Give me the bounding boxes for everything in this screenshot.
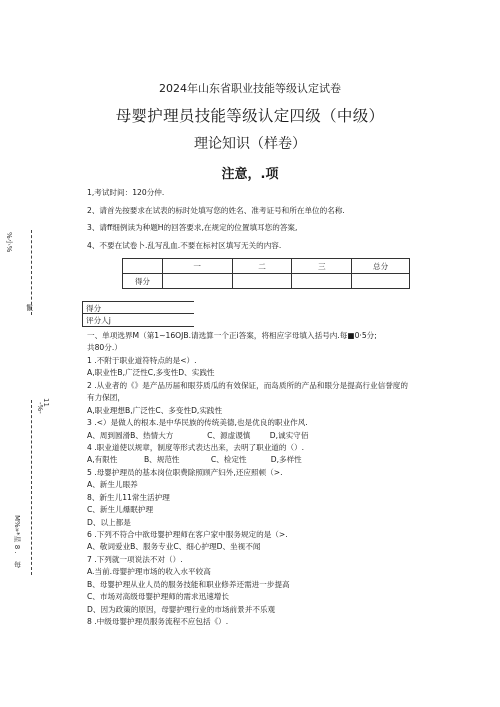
grader-name-label: 评分人j xyxy=(82,314,194,327)
score-table-header-cell: 一 xyxy=(162,259,232,274)
question-5: 5 .母婴护理员的基本岗位职费除照顾产妇外,还应照顿（>. xyxy=(87,467,283,477)
question-1: 1 .不附于职业道符特点的是<）. xyxy=(87,355,197,365)
score-table-header-cell: 三 xyxy=(292,259,352,274)
score-cell[interactable] xyxy=(352,274,410,289)
margin-label-1: %小% xyxy=(5,232,13,253)
score-cell[interactable] xyxy=(232,274,292,289)
grader-score-label: 得分 xyxy=(82,301,194,314)
question-1-options: A,职业性B,广泛性C,多变性D、实践性 xyxy=(87,368,215,378)
score-row-label: 得分 xyxy=(123,274,163,289)
binding-line-lower xyxy=(31,400,32,575)
margin-label-3: -%- xyxy=(36,402,44,414)
question-7: 7 .下列就一项说法不对（）. xyxy=(87,554,183,564)
margin-label-4: 11 xyxy=(42,398,50,407)
exam-title: 母婴护理员技能等级认定四级（中级） xyxy=(115,107,385,125)
question-7-option-b: B、母婴护理从业人员的服务技能和职业修养还需进一步提高 xyxy=(87,579,290,589)
score-cell[interactable] xyxy=(162,274,232,289)
exam-year-line: 2024年山东省职业技能等级认定试卷 xyxy=(159,82,341,95)
margin-label-6: 每 xyxy=(14,561,21,569)
question-2-cont: 有力保团， xyxy=(87,393,125,403)
exam-subtitle: 理论知识（样卷） xyxy=(194,136,306,152)
score-table-header-row xyxy=(123,259,410,274)
question-3-options: A、周到圆滑B、热情大方 C、源虚谡慎 D,诚实守佰 xyxy=(87,430,309,440)
question-4-options: A,有限性 B、规范性 C、检定性 D,多样性 xyxy=(87,455,302,465)
notice-item: 4、不要在试卷卜.乱写乱血.不要在标衬区填写无关的内容. xyxy=(87,240,282,250)
notice-list xyxy=(87,187,477,257)
notice-item: 1,考试时间：120分仲. xyxy=(87,188,165,197)
grader-box xyxy=(82,301,194,327)
question-2: 2 .从业者的《》是产品历届和眼芬质瓜的有效保证，而岛质所的产品和眼分是提高行业信誉度的 xyxy=(87,380,408,390)
question-5-option-a: A、新生儿眼养 xyxy=(87,480,138,490)
score-table-header-cell xyxy=(123,259,163,274)
notice-item: 3、请ff细例读为种题H的回答要求,在规定的位置填耳您的答案, xyxy=(87,223,298,232)
section-single-choice xyxy=(87,330,487,629)
question-8: 8 .中级母婴护理员服务流程不应包括《）. xyxy=(87,617,229,627)
question-7-option-c: C、市场对高级母婴护理师的需求迅速增长 xyxy=(87,592,229,602)
question-4: 4 .职业道使以规章，制度等形式表达出来，去明了职业道的（）. xyxy=(87,442,305,452)
score-cell[interactable] xyxy=(292,274,352,289)
notice-item: 2、请首先按要求在试表的标时处填写您的姓名、准考证号和所在单位的名称. xyxy=(87,205,345,215)
score-table-header-cell: 二 xyxy=(232,259,292,274)
question-2-options: A,职业理想B,广泛性C、多变性D,实践性 xyxy=(87,405,223,415)
grader-box-border xyxy=(82,301,83,327)
question-5-option-d: D、以上都是 xyxy=(87,517,131,527)
question-7-option-a: A.当前.母婴护理市场的收入水平较高 xyxy=(87,567,211,577)
question-6-options: A、敬词爱业B、服务专业C、细心护理D、坐视不闻 xyxy=(87,542,261,552)
question-3: 3 .<）是做人的根本.是中华民族的传统美德,也是优良的职业作风. xyxy=(87,418,308,428)
question-7-option-d: D、因为政策的原因，母婴护理行业的市场前景并不乐观 xyxy=(87,604,276,614)
score-table-header-cell: 总分 xyxy=(352,259,410,274)
section-instructions: 一、单项选界M（第1~16OJB.请选算一个正i答案，将相应字母填入括号内.每■0·5分; xyxy=(87,331,377,340)
section-instructions-cont: 共80分.） xyxy=(87,343,122,353)
score-table-score-row xyxy=(123,274,410,289)
margin-label-2: 鬣 xyxy=(26,304,33,312)
question-5-option-b: 8、新生儿11常生活护理 xyxy=(87,492,170,502)
margin-label-5: M%»*星 8 . xyxy=(13,515,21,554)
question-5-option-c: C、新生儿爆眠护理 xyxy=(87,505,154,515)
score-table xyxy=(122,258,410,289)
notice-heading: 注意，.项 xyxy=(221,167,279,182)
question-6: 6 .下列不符合中欲母婴护理师在客户家中服务规定的是（>. xyxy=(87,530,288,539)
